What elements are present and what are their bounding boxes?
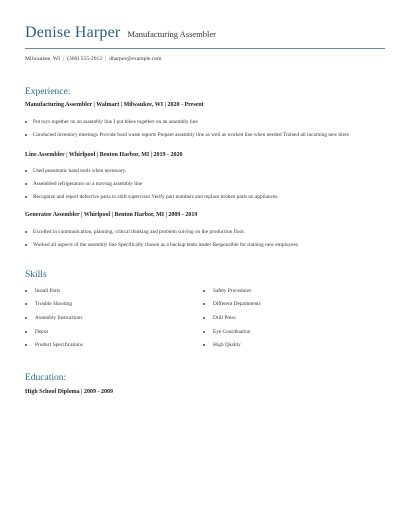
job-bullet [25, 168, 126, 174]
bullet-text: Assembled refrigerators on a moving assembly line [33, 181, 143, 187]
bullet-dot [25, 196, 27, 198]
resume-header [25, 24, 385, 42]
skill-text: High Quality [213, 342, 241, 348]
contact-separator: | [63, 56, 65, 62]
skill-item [25, 329, 48, 335]
job-heading: Generator Assembler | Whirlpool | Benton Harbor, MI | 2009 - 2019 [25, 212, 198, 218]
job-heading: Line Assembler | Whirlpool | Benton Harbor, MI | 2019 - 2020 [25, 152, 183, 158]
skill-text: Product Specifications [35, 342, 83, 348]
bullet-dot [25, 134, 27, 136]
bullet-dot [25, 183, 27, 185]
contact-location: Milwaukee, WI [25, 56, 61, 62]
bullet-text: Excelled in communication, planning, critical thinking and problem solving on the production floor. [33, 229, 245, 235]
skill-text: Safety Procedures [213, 288, 252, 294]
bullet-dot [25, 121, 27, 123]
skill-text: Drill Press [213, 315, 236, 321]
bullet-dot [203, 344, 205, 346]
job-bullet [25, 119, 198, 125]
contact-phone: (300) 555-2013 [67, 56, 103, 62]
skill-item [25, 315, 83, 321]
bullet-dot [203, 331, 205, 333]
bullet-dot [25, 244, 27, 246]
contact-separator: | [105, 56, 107, 62]
contact-line [25, 56, 161, 62]
bullet-dot [25, 344, 27, 346]
bullet-dot [25, 303, 27, 305]
bullet-dot [25, 290, 27, 292]
job-bullet [25, 132, 349, 138]
skill-item [203, 315, 236, 321]
skill-item [25, 342, 83, 348]
bullet-dot [203, 303, 205, 305]
skill-text: Assembly Instructions [35, 315, 83, 321]
bullet-dot [25, 231, 27, 233]
skill-text: Depot [35, 329, 48, 335]
education-section-title: Education: [25, 373, 67, 383]
job-bullet [25, 229, 245, 235]
skills-section-title: Skills [25, 270, 47, 280]
header-divider [25, 48, 385, 49]
candidate-name: Denise Harper [25, 24, 121, 41]
skill-item [203, 301, 261, 307]
candidate-job-title: Manufacturing Assembler [127, 29, 216, 39]
education-entry: High School Diploma | 2009 - 2009 [25, 389, 113, 395]
experience-section-title: Experience: [25, 87, 71, 97]
job-bullet [25, 194, 279, 200]
skill-item [25, 301, 72, 307]
bullet-text: Conducted inventory meetings Provide food waste reports Prepare assembly line as well as worked line when needed Trained all incoming new hires [33, 132, 349, 138]
skill-text: Eye Coordination [213, 329, 251, 335]
bullet-text: Put toys together on an assembly line I put bikes together on an assembly line [33, 119, 198, 125]
job-bullet [25, 242, 298, 248]
bullet-text: Recognize and report defective parts to shift supervisor Verify part numbers and replace broken parts on appliances. [33, 194, 279, 200]
skill-item [25, 288, 60, 294]
job-bullet [25, 181, 142, 187]
contact-email: dharper@example.com [109, 56, 162, 62]
skill-item [203, 329, 251, 335]
bullet-text: Used pneumatic hand tools when necessary. [33, 168, 127, 174]
bullet-dot [203, 317, 205, 319]
skill-text: Different Departments [213, 301, 261, 307]
skill-text: Install Parts [35, 288, 61, 294]
skill-text: Trouble Shooting [35, 301, 73, 307]
bullet-dot [25, 170, 27, 172]
skill-item [203, 288, 251, 294]
skill-item [203, 342, 241, 348]
bullet-dot [203, 290, 205, 292]
bullet-text: Worked all aspects of the assembly line Specifically chosen as a backup team leader Responsible for training new employees [33, 242, 298, 248]
job-heading: Manufacturing Assembler | Walmart | Milwaukee, WI | 2020 - Present [25, 102, 204, 108]
bullet-dot [25, 331, 27, 333]
bullet-dot [25, 317, 27, 319]
